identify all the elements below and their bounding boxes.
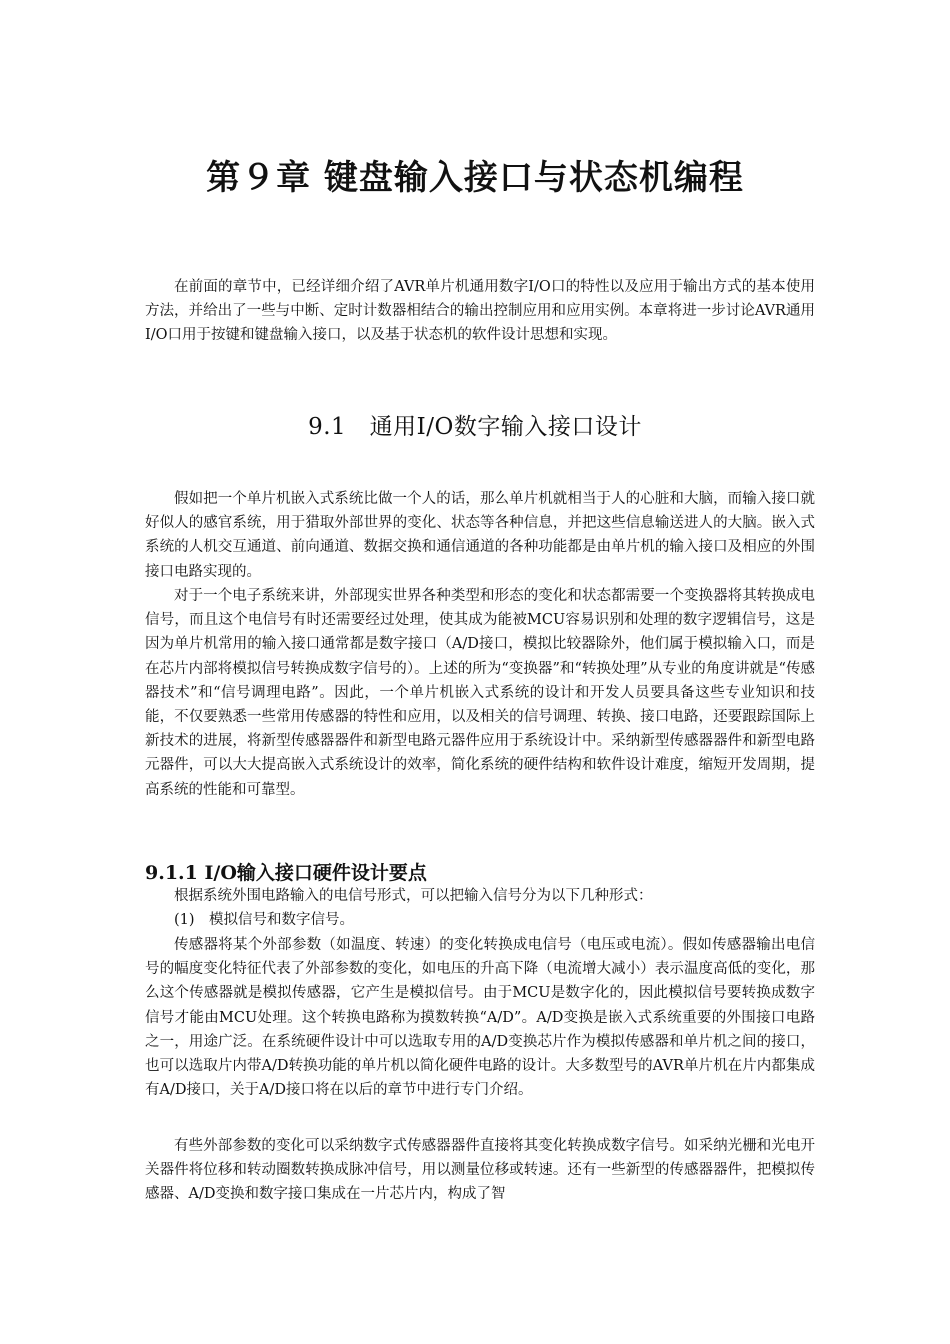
section-paragraph-1: 假如把一个单片机嵌入式系统比做一个人的话，那么单片机就相当于人的心脏和大脑，而输入接口就好似人的感官系统，用于猎取外部世界的变化、状态等各种信息，并把这些信息输送进人的大脑。嵌入式系统的人机交互通道、前向通道、数据交换和通信通道的各种功能都是由单片机的输入接口及相应的外围接口电路实现的。 — [145, 491, 815, 580]
subsection-paragraph-2: 传感器将某个外部参数（如温度、转速）的变化转换成电信号（电压或电流）。假如传感器输出电信号的幅度变化特征代表了外部参数的变化，如电压的升高下降（电流增大减小）表示温度高低的变化，那么这个传感器就是模拟传感器，它产生是模拟信号。由于MCU是数字化的，因此模拟信号要转换成数字信号才能由MCU处理。这个转换电路称为摸数转换“A/D”。A/D变换是嵌入式系统重要的外围接口电路之一，用途广泛。在系统硬件设计中可以选取专用的A/D变换芯片作为模拟传感器和单片机之间的接口，也可以选取片内带A/D转换功能的单片机以简化硬件电路的设计。大多数型号的AVR单片机在片内都集成有A/D接口，关于A/D接口将在以后的章节中进行专门介绍。 — [145, 937, 815, 1099]
subsection-list-item: (1) 模拟信号和数字信号。 — [174, 912, 355, 928]
subsection-title: 9.1.1 I/O输入接口硬件设计要点 — [145, 862, 427, 884]
subsection-paragraph-1: 根据系统外围电路输入的电信号形式，可以把输入信号分为以下几种形式： — [174, 888, 653, 904]
subsection-paragraph-3: 有些外部参数的变化可以采纳数字式传感器器件直接将其变化转换成数字信号。如采纳光栅和光电开关器件将位移和转动圈数转换成脉冲信号，用以测量位移或转速。还有一些新型的传感器器件，把模拟传感器、A/D变换和数字接口集成在一片芯片内，构成了智 — [145, 1138, 815, 1203]
chapter-title: 第９章 键盘输入接口与状态机编程 — [206, 158, 744, 198]
section-paragraph-2: 对于一个电子系统来讲，外部现实世界各种类型和形态的变化和状态都需要一个变换器将其转换成电信号，而且这个电信号有时还需要经过处理，使其成为能被MCU容易识别和处理的数字逻辑信号，这是因为单片机常用的输入接口通常都是数字接口（A/D接口，模拟比较器除外，他们属于模拟输入口，而是在芯片内部将模拟信号转换成数字信号的）。上述的所为“变换器”和“转换处理”从专业的角度讲就是“传感器技术”和“信号调理电路”。因此，一个单片机嵌入式系统的设计和开发人员要具备这些专业知识和技能，不仅要熟悉一些常用传感器的特性和应用，以及相关的信号调理、转换、接口电路，还要跟踪国际上新技术的进展，将新型传感器器件和新型电路元器件应用于系统设计中。采纳新型传感器器件和新型电路元器件，可以大大提高嵌入式系统设计的效率，简化系统的硬件结构和软件设计难度，缩短开发周期，提高系统的性能和可靠型。 — [145, 588, 815, 798]
section-title: 9.1 通用I/O数字输入接口设计 — [308, 414, 642, 440]
intro-paragraph: 在前面的章节中，已经详细介绍了AVR单片机通用数字I/O口的特性以及应用于输出方式的基本使用方法，并给出了一些与中断、定时计数器相结合的输出控制应用和应用实例。本章将进一步讨论AVR通用I/O口用于按键和键盘输入接口，以及基于状态机的软件设计思想和实现。 — [145, 279, 815, 344]
